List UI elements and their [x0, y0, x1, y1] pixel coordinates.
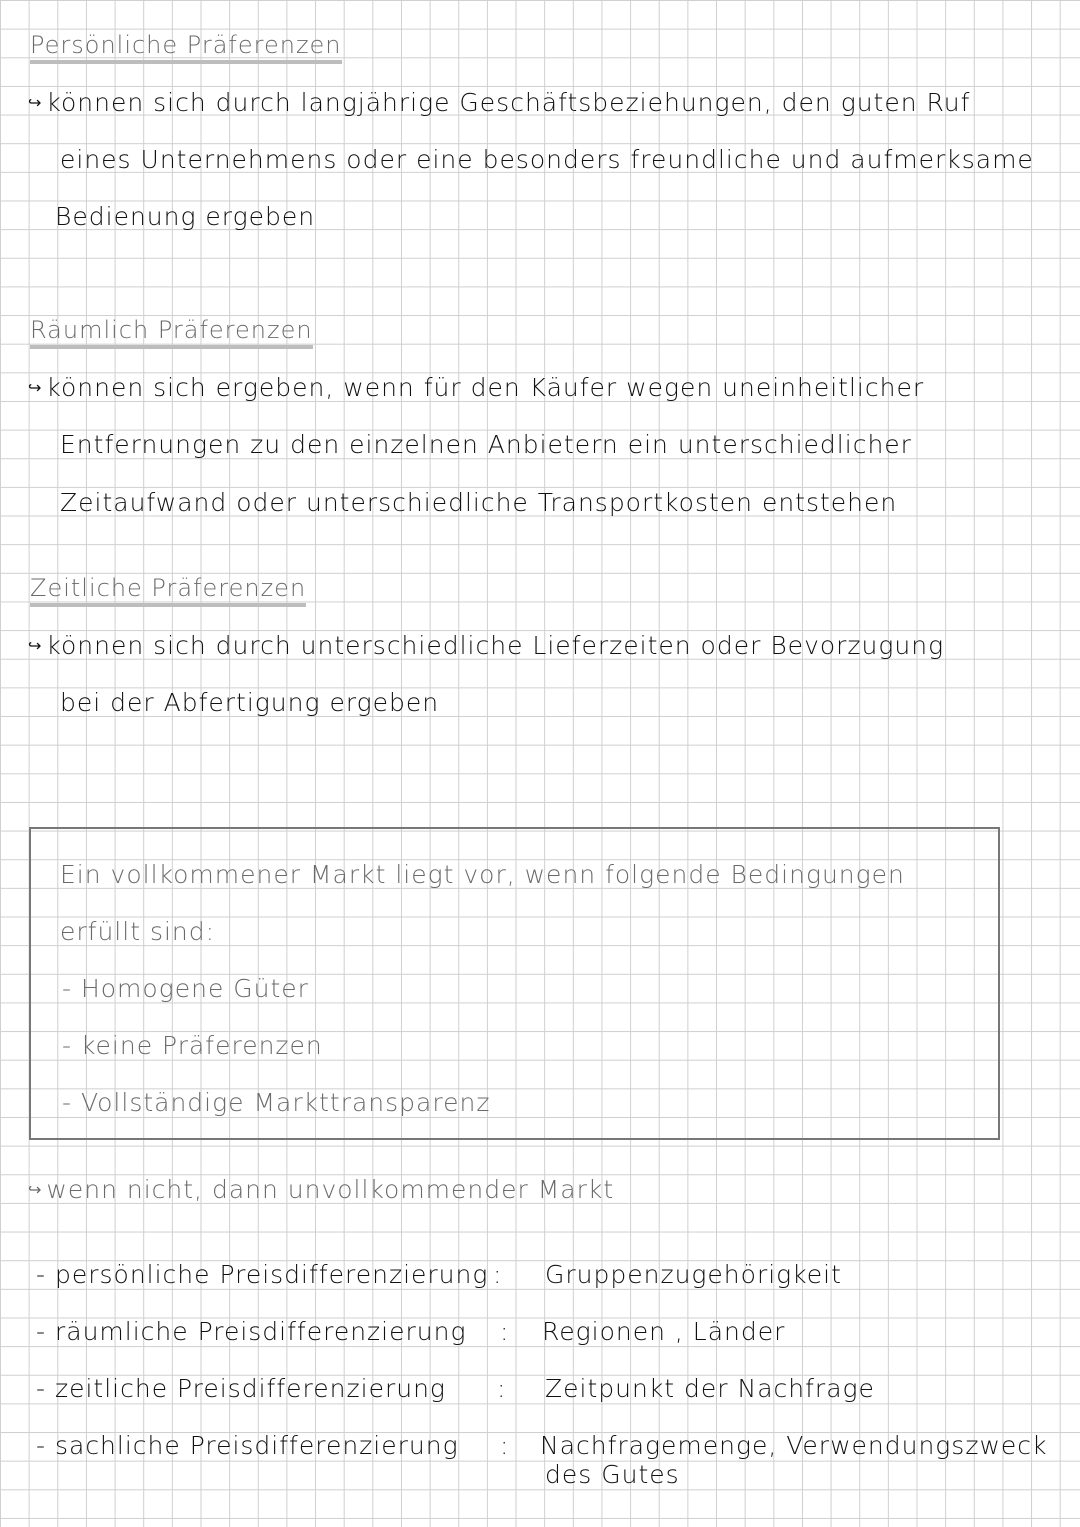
condition-item: - Vollständige Markttransparenz — [62, 1088, 491, 1117]
text-line: ↪ können sich durch unterschiedliche Lieferzeiten oder Bevorzugung — [28, 631, 945, 660]
price-diff-criteria: des Gutes — [545, 1460, 680, 1489]
text-line: Zeitaufwand oder unterschiedliche Transportkosten entstehen — [60, 488, 898, 517]
price-diff-type: - sachliche Preisdifferenzierung — [36, 1431, 459, 1460]
text-line: bei der Abfertigung ergeben — [60, 688, 440, 717]
conclusion: ↪ wenn nicht, dann unvollkommender Markt — [28, 1175, 615, 1204]
separator: : — [493, 1260, 503, 1289]
text-line: ↪ können sich durch langjährige Geschäftsbeziehungen, den guten Ruf — [28, 88, 971, 117]
arrow-icon: ↪ — [28, 1180, 43, 1199]
price-diff-criteria: Gruppenzugehörigkeit — [545, 1260, 842, 1289]
heading-raeumliche-praeferenzen: Räumlich Präferenzen — [30, 315, 313, 349]
box-intro: erfüllt sind: — [60, 917, 216, 946]
text-line: Bedienung ergeben — [55, 202, 316, 231]
arrow-icon: ↪ — [28, 636, 43, 655]
text-line: eines Unternehmens oder eine besonders freundliche und aufmerksame — [60, 145, 1034, 174]
price-diff-type: - räumliche Preisdifferenzierung — [36, 1317, 467, 1346]
separator: : — [497, 1374, 507, 1403]
price-diff-criteria: Regionen , Länder — [542, 1317, 786, 1346]
text-line: Entfernungen zu den einzelnen Anbietern ein unterschiedlicher — [60, 430, 912, 459]
arrow-icon: ↪ — [28, 378, 43, 397]
condition-item: - keine Präferenzen — [62, 1031, 323, 1060]
box-intro: Ein vollkommener Markt liegt vor, wenn folgende Bedingungen — [60, 860, 905, 889]
price-diff-type: - persönliche Preisdifferenzierung — [36, 1260, 489, 1289]
heading-zeitliche-praeferenzen: Zeitliche Präferenzen — [30, 573, 306, 607]
price-diff-criteria: Zeitpunkt der Nachfrage — [545, 1374, 875, 1403]
condition-item: - Homogene Güter — [62, 974, 309, 1003]
price-diff-criteria: Nachfragemenge, Verwendungszweck — [540, 1431, 1048, 1460]
heading-persoenliche-praeferenzen: Persönliche Präferenzen — [30, 30, 342, 64]
text-line: ↪ können sich ergeben, wenn für den Käufer wegen uneinheitlicher — [28, 373, 925, 402]
arrow-icon: ↪ — [28, 93, 43, 112]
separator: : — [500, 1317, 510, 1346]
price-diff-type: - zeitliche Preisdifferenzierung — [36, 1374, 446, 1403]
separator: : — [500, 1431, 510, 1460]
